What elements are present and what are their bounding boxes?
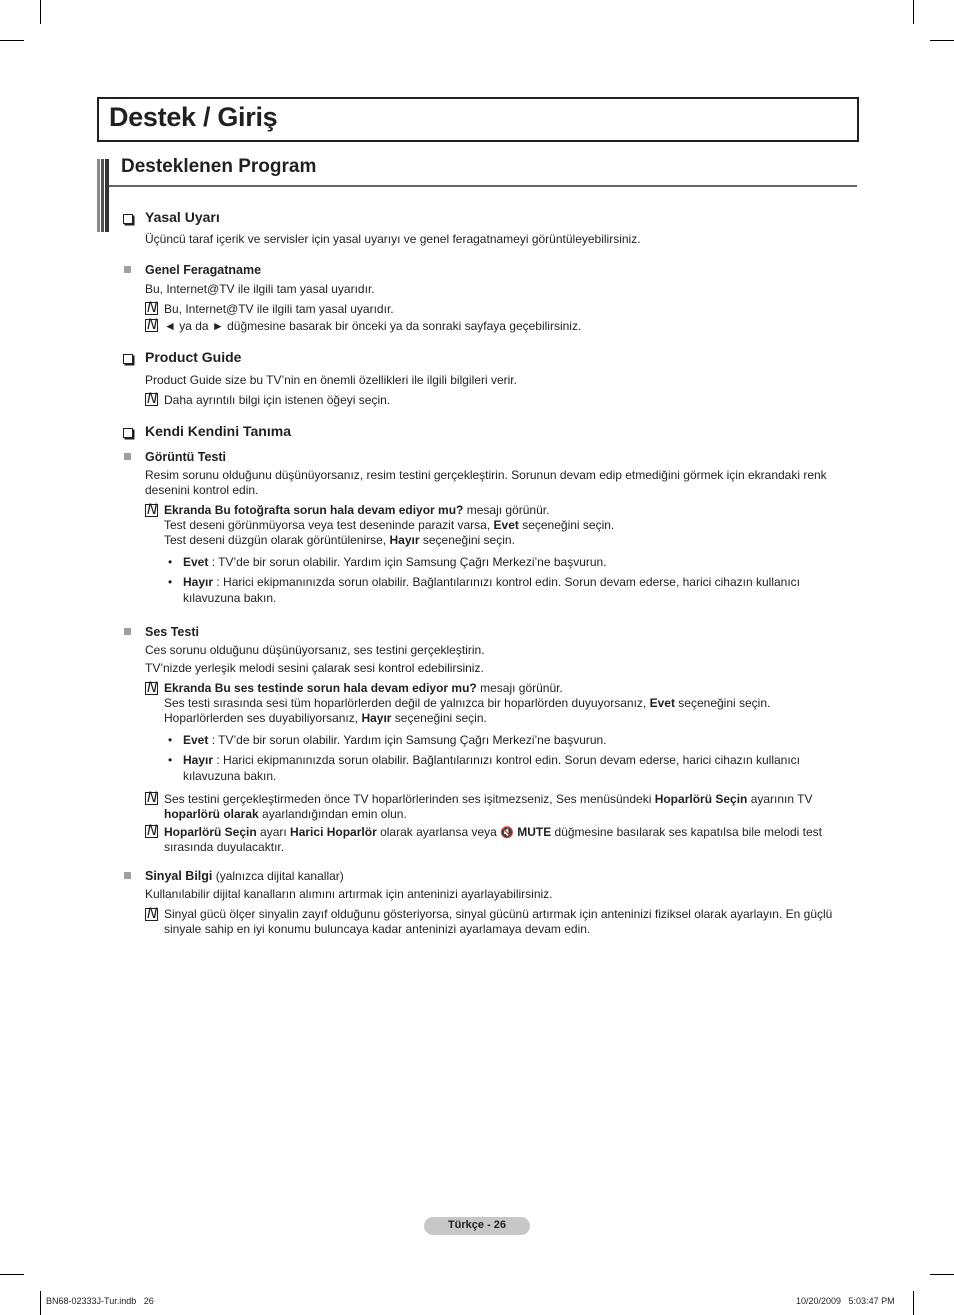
- page-number: Türkçe - 26: [447, 1219, 507, 1231]
- crop-mark: [0, 1274, 24, 1275]
- square-bullet-icon: [124, 453, 131, 460]
- mute-icon: 🔇: [500, 826, 514, 839]
- goruntu-desc-2: desenini kontrol edin.: [145, 483, 259, 497]
- square-bullet-icon: [124, 628, 131, 635]
- goruntu-hayir-2: kılavuzuna bakın.: [183, 591, 277, 605]
- crop-mark: [913, 1291, 914, 1315]
- note-icon: N: [147, 906, 158, 922]
- product-guide-note: Daha ayrıntılı bilgi için istenen öğeyi seçin.: [164, 393, 391, 407]
- genel-note-2: ◄ ya da ► düğmesine basarak bir önceki ya da sonraki sayfaya geçebilirsiniz.: [164, 319, 582, 333]
- crop-mark: [930, 1274, 954, 1275]
- ses-note-line1: Ekranda Bu ses testinde sorun hala devam ediyor mu? mesajı görünür.: [164, 681, 563, 695]
- ses-desc-2: TV’nizde yerleşik melodi sesini çalarak sesi kontrol edebilirsiniz.: [145, 661, 484, 675]
- page-header: [97, 97, 859, 142]
- goruntu-note-line3: Test deseni düzgün olarak görüntülenirse, Hayır seçeneğini seçin.: [164, 533, 515, 547]
- note-icon: N: [147, 317, 158, 333]
- yasal-heading: Yasal Uyarı: [145, 209, 220, 225]
- ses-note2-line2: hoparlörü olarak ayarlandığından emin olun.: [164, 807, 407, 821]
- checkbox-bullet-icon: [123, 214, 133, 224]
- section-bars: [97, 159, 109, 232]
- sinyal-desc: Kullanılabilir dijital kanalların alımını artırmak için anteninizi ayarlayabilirsiniz.: [145, 887, 553, 901]
- note-icon: N: [147, 790, 158, 806]
- genel-title: Genel Feragatname: [145, 263, 262, 277]
- footer-date: 10/20/2009 5:03:47 PM: [796, 1296, 895, 1306]
- square-bullet-icon: [124, 266, 131, 273]
- goruntu-note-line2: Test deseni görünmüyorsa veya test deseninde parazit varsa, Evet seçeneğini seçin.: [164, 518, 615, 532]
- page-title: Destek / Giriş: [109, 102, 278, 132]
- bullet-dot: •: [168, 753, 173, 767]
- footer-file: BN68-02333J-Tur.indb 26: [46, 1296, 154, 1306]
- sinyal-title: Sinyal Bilgi (yalnızca dijital kanallar): [145, 869, 344, 883]
- product-guide-heading: Product Guide: [145, 349, 242, 365]
- crop-mark: [0, 40, 24, 41]
- goruntu-note-line1: Ekranda Bu fotoğrafta sorun hala devam ediyor mu? mesajı görünür.: [164, 503, 550, 517]
- bullet-dot: •: [168, 733, 173, 747]
- section-divider: [109, 185, 857, 187]
- square-bullet-icon: [124, 872, 131, 879]
- crop-mark: [40, 1291, 41, 1315]
- crop-mark: [40, 0, 41, 24]
- ses-hayir: Hayır : Harici ekipmanınızda sorun olabilir. Bağlantılarınızı kontrol edin. Sorun devam ederse, harici cihazın kullanıcı: [183, 753, 800, 767]
- note-icon: N: [147, 502, 158, 518]
- ses-note-line3: Hoparlörlerden ses duyabiliyorsanız, Hayır seçeneğini seçin.: [164, 711, 487, 725]
- bullet-dot: •: [168, 575, 173, 589]
- note-icon: N: [147, 391, 158, 407]
- ses-evet: Evet : TV’de bir sorun olabilir. Yardım için Samsung Çağrı Merkezi’ne başvurun.: [183, 733, 607, 747]
- genel-desc: Bu, Internet@TV ile ilgili tam yasal uyarıdır.: [145, 282, 375, 296]
- goruntu-evet: Evet : TV’de bir sorun olabilir. Yardım için Samsung Çağrı Merkezi’ne başvurun.: [183, 555, 607, 569]
- kendi-heading: Kendi Kendini Tanıma: [145, 423, 291, 439]
- page-number-badge: [424, 1217, 530, 1235]
- ses-hayir-2: kılavuzuna bakın.: [183, 769, 277, 783]
- note-icon: N: [147, 300, 158, 316]
- ses-note3-line1: Hoparlörü Seçin ayarı Harici Hoparlör olarak ayarlansa veya 🔇 MUTE düğmesine basılarak ses kapatılsa bile melodi test: [164, 825, 823, 839]
- ses-note-line2: Ses testi sırasında sesi tüm hoparlörlerden değil de yalnızca bir hoparlörden duyuyorsanız, Evet seçeneğini seçin.: [164, 696, 771, 710]
- goruntu-desc-1: Resim sorunu olduğunu düşünüyorsanız, resim testini gerçekleştirin. Sorunun devam edip etmediğini görmek için ekrandaki renk: [145, 468, 827, 482]
- section-title: Desteklenen Program: [121, 156, 317, 177]
- ses-note3-line2: sırasında duyulacaktır.: [164, 840, 285, 854]
- crop-mark: [930, 40, 954, 41]
- sinyal-note-line1: Sinyal gücü ölçer sinyalin zayıf olduğunu gösteriyorsa, sinyal gücünü artırmak için anteninizi fiziksel olarak ayarlayın. En güçlü: [164, 907, 833, 921]
- checkbox-bullet-icon: [123, 428, 133, 438]
- sinyal-note-line2: sinyale sahip en iyi konumu buluncaya kadar anteninizi ayarlamaya devam edin.: [164, 922, 591, 936]
- ses-title: Ses Testi: [145, 625, 199, 639]
- goruntu-hayir: Hayır : Harici ekipmanınızda sorun olabilir. Bağlantılarınızı kontrol edin. Sorun devam ederse, harici cihazın kullanıcı: [183, 575, 800, 589]
- ses-note2-line1: Ses testini gerçekleştirmeden önce TV hoparlörlerinden ses işitmezseniz, Ses menüsündeki Hoparlörü Seçin ayarının TV: [164, 792, 813, 806]
- genel-note-1: Bu, Internet@TV ile ilgili tam yasal uyarıdır.: [164, 302, 394, 316]
- goruntu-title: Görüntü Testi: [145, 450, 227, 464]
- yasal-desc: Üçüncü taraf içerik ve servisler için yasal uyarıyı ve genel feragatnameyi görüntüleyebilirsiniz.: [145, 232, 641, 246]
- bullet-dot: •: [168, 555, 173, 569]
- checkbox-bullet-icon: [123, 354, 133, 364]
- note-icon: N: [147, 680, 158, 696]
- product-guide-desc: Product Guide size bu TV’nin en önemli özellikleri ile ilgili bilgileri verir.: [145, 373, 517, 387]
- ses-desc-1: Ces sorunu olduğunu düşünüyorsanız, ses testini gerçekleştirin.: [145, 643, 485, 657]
- crop-mark: [913, 0, 914, 24]
- note-icon: N: [147, 823, 158, 839]
